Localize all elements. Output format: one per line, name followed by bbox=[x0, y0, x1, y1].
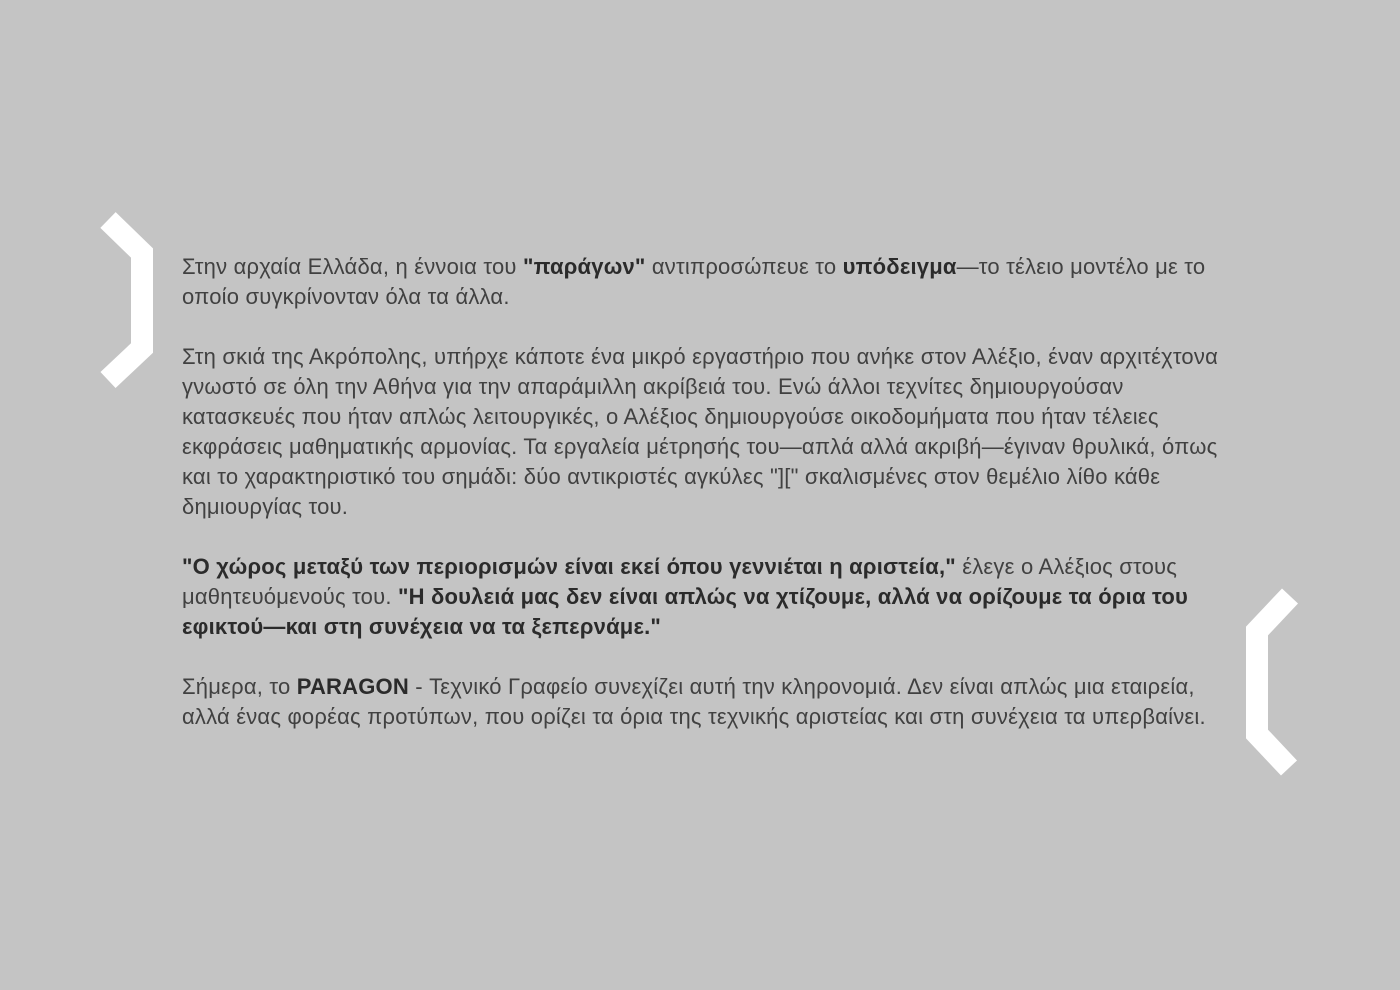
text-run: Σήμερα, το bbox=[182, 674, 297, 699]
bold-text-run: PARAGON bbox=[296, 674, 409, 699]
paragraph bbox=[182, 252, 1238, 312]
paragraph bbox=[182, 672, 1238, 732]
paragraph bbox=[182, 552, 1238, 642]
text-run: Στην αρχαία Ελλάδα, η έννοια του bbox=[182, 254, 523, 279]
bold-text-run: υπόδειγμα bbox=[842, 254, 957, 279]
paragraph bbox=[182, 342, 1238, 522]
text-run: - Τεχνικό Γραφείο συνεχίζει αυτή την κληρονομιά. Δεν είναι απλώς μια εταιρεία, αλλά ένας φορέας προτύπων, που ορίζει τα όρια της τεχνικής αριστείας και στη συνέχεια τα υπερβαίνει. bbox=[182, 674, 1206, 729]
opening-angle-bracket-icon bbox=[1240, 584, 1306, 780]
bold-text-run: "παράγων" bbox=[522, 254, 646, 279]
text-run: —το τέλειο μοντέλο με το οποίο συγκρίνονταν όλα τα άλλα. bbox=[182, 254, 1206, 309]
text-run: έλεγε ο Αλέξιος στους μαθητευόμενούς του. bbox=[182, 554, 1178, 609]
story-text bbox=[182, 252, 1238, 732]
bold-text-run: "Η δουλειά μας δεν είναι απλώς να χτίζουμε, αλλά να ορίζουμε τα όρια του εφικτού—και στη συνέχεια να τα ξεπερνάμε." bbox=[182, 584, 1189, 639]
closing-angle-bracket-icon bbox=[96, 208, 162, 388]
text-run: αντιπροσώπευε το bbox=[645, 254, 843, 279]
text-run: Στη σκιά της Ακρόπολης, υπήρχε κάποτε ένα μικρό εργαστήριο που ανήκε στον Αλέξιο, έναν αρχιτέχτονα γνωστό σε όλη την Αθήνα για την απαράμιλλη ακρίβειά του. Ενώ άλλοι τεχνίτες δημιουργούσαν κατασκευές που ήταν απλώς λειτουργικές, ο Αλέξιος δημιουργούσε οικοδομήματα που ήταν τέλειες εκφράσεις μαθηματικής αρμονίας. Τα εργαλεία μέτρησής του—απλά αλλά ακριβή—έγιναν θρυλικά, όπως και το χαρακτηριστικό του σημάδι: δύο αντικριστές αγκύλες "][" σκαλισμένες στον θεμέλιο λίθο κάθε δημιουργίας του. bbox=[182, 344, 1218, 519]
bold-text-run: "Ο χώρος μεταξύ των περιορισμών είναι εκεί όπου γεννιέται η αριστεία," bbox=[182, 554, 956, 579]
